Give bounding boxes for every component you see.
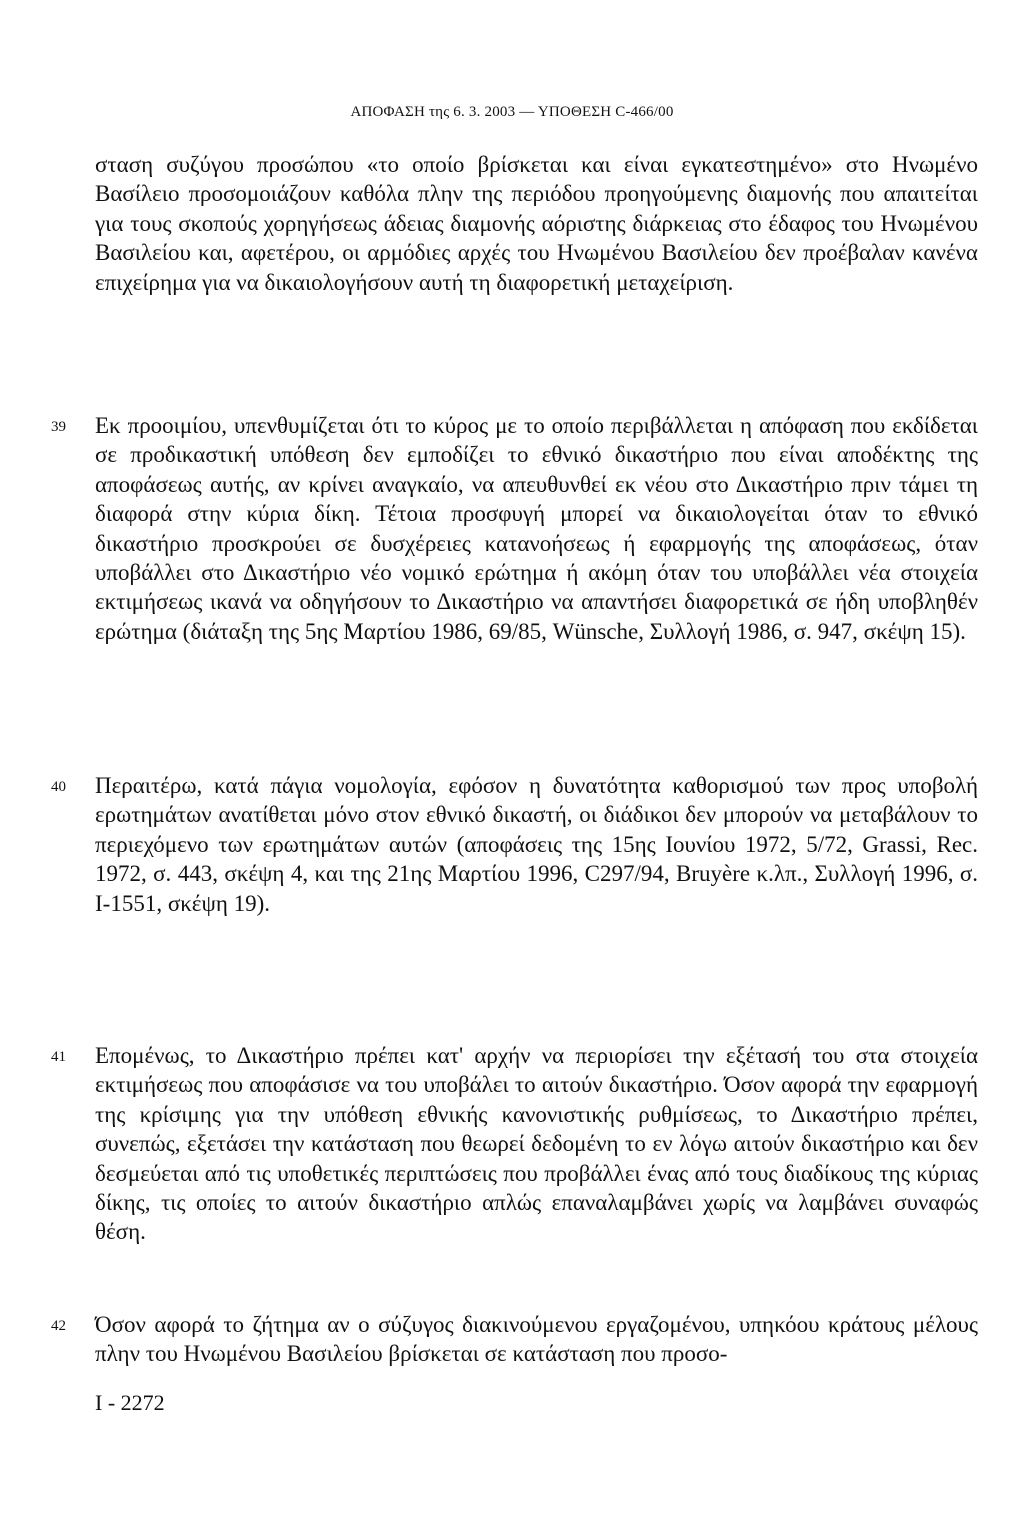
paragraph-39: Εκ προοιμίου, υπενθυμίζεται ότι το κύρος με το οποίο περιβάλλεται η απόφαση που εκδίδεται σε προδικαστική υπόθεση δεν εμποδίζει το εθνικό δικαστήριο που είναι αποδέκτης της αποφάσεως αυτής, αν κρίνει αναγκαίο, να απευθυνθεί εκ νέου στο Δικαστήριο πριν τάμει τη διαφορά στην κύρια δίκη. Τέτοια προσφυγή μπορεί να δικαιολογείται όταν το εθνικό δικαστήριο προσκρούει σε δυσχέρειες κατανοήσεως ή εφαρμογής της αποφάσεως, όταν υποβάλλει στο Δικαστήριο νέο νομικό ερώτημα ή ακόμη όταν του υποβάλλει νέα στοιχεία εκτιμήσεως ικανά να οδηγήσουν το Δικαστήριο να απαντήσει διαφορετικά σε ήδη υποβληθέν ερώτημα (διάταξη της 5ης Μαρτίου 1986, 69/85, Wünsche, Συλλογή 1986, σ. 947, σκέψη 15). bbox=[95, 413, 978, 644]
paragraph-number-42: 42 bbox=[51, 1318, 66, 1334]
paragraph-number-39: 39 bbox=[51, 419, 66, 435]
paragraph-42: Όσον αφορά το ζήτημα αν ο σύζυγος διακινούμενου εργαζομένου, υπηκόου κράτους μέλους πλην του Ηνωμένου Βασιλείου βρίσκεται σε κατάσταση που προσο- bbox=[95, 1312, 978, 1367]
page-number: I - 2272 bbox=[95, 1390, 165, 1415]
paragraph-number-40: 40 bbox=[51, 779, 66, 795]
paragraph-number-41: 41 bbox=[51, 1049, 66, 1065]
paragraph-41: Επομένως, το Δικαστήριο πρέπει κατ' αρχήν να περιορίσει την εξέτασή του στα στοιχεία εκτιμήσεως που αποφάσισε να του υποβάλει το αιτούν δικαστήριο. Όσον αφορά την εφαρμογή της κρίσιμης για την υπόθεση εθνικής κανονιστικής ρυθμίσεως, το Δικαστήριο πρέπει, συνεπώς, εξετάσει την κατάσταση που θεωρεί δεδομένη το εν λόγω αιτούν δικαστήριο και δεν δεσμεύεται από τις υποθετικές περιπτώσεις που προβάλλει ένας από τους διαδίκους της κύριας δίκης, τις οποίες το αιτούν δικαστήριο απλώς επαναλαμβάνει χωρίς να λαμβάνει συναφώς θέση. bbox=[95, 1043, 978, 1245]
continuation-paragraph: σταση συζύγου προσώπου «το οποίο βρίσκεται και είναι εγκατεστημένο» στο Ηνωμένο Βασίλειο προσομοιάζουν καθόλα πλην της περιόδου προηγούμενης διαμονής που απαιτείται για τους σκοπούς χορηγήσεως άδειας διαμονής αόριστης διάρκειας στο έδαφος του Ηνωμένου Βασιλείου και, αφετέρου, οι αρμόδιες αρχές του Ηνωμένου Βασιλείου δεν προέβαλαν κανένα επιχείρημα για να δικαιολογήσουν αυτή τη διαφορετική μεταχείριση. bbox=[95, 152, 978, 295]
running-header: ΑΠΟΦΑΣΗ της 6. 3. 2003 — ΥΠΟΘΕΣΗ C-466/00 bbox=[350, 104, 674, 120]
paragraph-40: Περαιτέρω, κατά πάγια νομολογία, εφόσον η δυνατότητα καθορισμού των προς υποβολή ερωτημάτων ανατίθεται μόνο στον εθνικό δικαστή, οι διάδικοι δεν μπορούν να μεταβάλουν το περιεχόμενο των ερωτημάτων αυτών (αποφάσεις της 15ης Ιουνίου 1972, 5/72, Grassi, Rec. 1972, σ. 443, σκέψη 4, και της 21ης Μαρτίου 1996, C297/94, Bruyère κ.λπ., Συλλογή 1996, σ. I-1551, σκέψη 19). bbox=[95, 773, 978, 916]
